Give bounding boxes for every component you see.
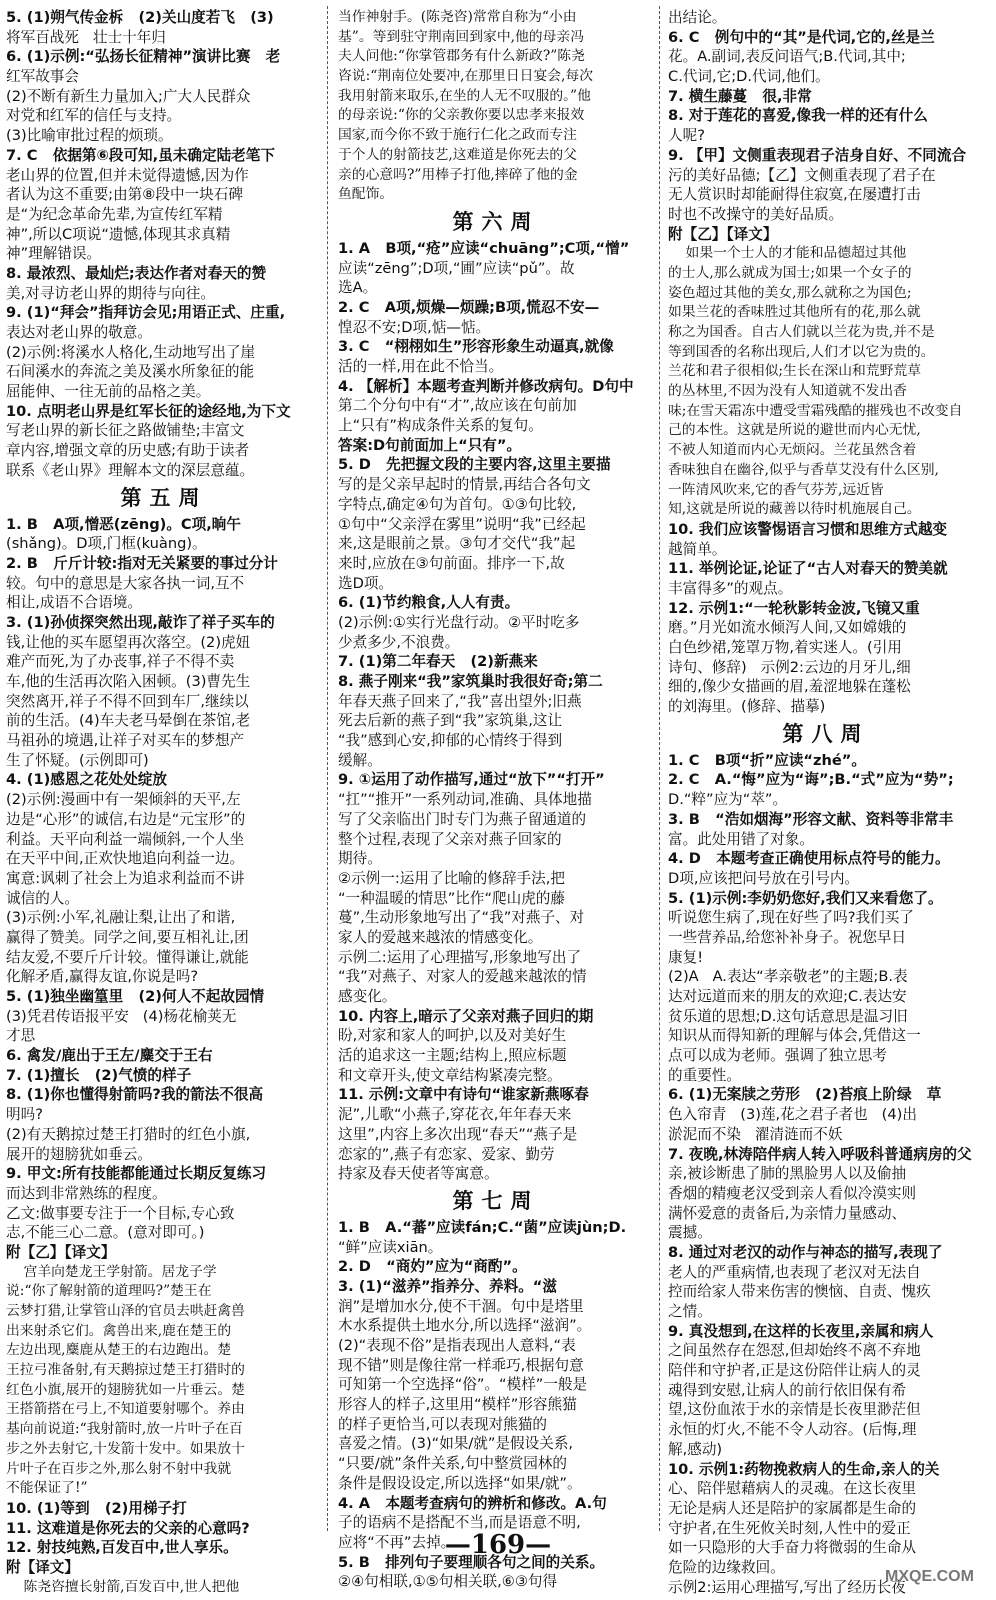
text-line: (3)凭君传语报平安 (4)杨花榆荚无 [6, 1007, 237, 1025]
text-line: “扛”“推开”一系列动词,准确、具体地描 [338, 791, 592, 809]
text-line: 称之为国香。自古人们就以兰花为贵,并不是 [668, 324, 935, 340]
text-line: 之间虽然存在怨怼,但却始终不离不弃地 [668, 1342, 921, 1360]
text-line: 和文章开头,使文章结构紧凑完整。 [338, 1066, 562, 1084]
text-line: 神”,所以C项说“遗憾,体现其求真精 [6, 225, 231, 243]
text-line: 我用射箭来取乐,在坐的人无不叹服的。”他 [338, 87, 591, 104]
text-line: 泥”,儿歌“小燕子,穿花衣,年年春天来 [338, 1106, 572, 1124]
week-heading: 第五周 [120, 484, 208, 510]
text-line: 心、陪伴慰藉病人的灵魂。在这长夜里 [668, 1480, 917, 1498]
text-line: 寓意:讽刺了社会上为追求利益而不讲 [6, 869, 245, 887]
text-line: 5. D 先把握文段的主要内容,这里主要描 [338, 456, 611, 474]
text-line: 危险的边缘救回。 [668, 1558, 785, 1576]
text-line: (3)比喻审批过程的烦琐。 [6, 127, 173, 145]
text-line: 5. (1)独坐幽篁里 (2)何人不起故园情 [6, 988, 265, 1005]
text-line: 而达到非常熟练的程度。 [6, 1184, 167, 1202]
text-line: 10. (1)等到 (2)用梯子打 [6, 1499, 187, 1517]
text-line: 不被人知道而内心无烦闷。兰花虽然含着 [668, 442, 917, 459]
text-line: 9. 甲文:所有技能都能通过长期反复练习 [6, 1165, 267, 1183]
text-line: 的士人,那么就成为国士;如果一个女子的 [668, 264, 912, 281]
text-line: 4. D 本题考查正确使用标点符号的能力。 [668, 850, 950, 868]
text-line: 的刘海里。(修辞、描摹) [668, 698, 826, 716]
text-line: 10. 内容上,暗示了父亲对燕子回归的期 [338, 1007, 594, 1025]
text-line: 控而给家人带来伤害的懊恼、自责、愧疚 [668, 1283, 931, 1301]
text-line: 细的,像少女描画的眉,羞涩地躲在蓬松 [668, 678, 911, 696]
text-line: 望,这份血浓于水的亲情是长夜里渺茫但 [668, 1401, 921, 1419]
text-line: 缓解。 [338, 751, 382, 769]
text-line: 知,这就是所说的藏善以待时机施展自己。 [668, 501, 921, 518]
text-line: 4. A 本题考查病句的辨析和修改。A.句 [338, 1494, 607, 1512]
text-line: 1. B A项,憎恶(zēng)。C项,晌午 [6, 515, 241, 533]
text-line: 鱼配饰。 [338, 186, 394, 203]
text-line: 8. 燕子刚来“我”家筑巢时我很好奇;第二 [338, 673, 603, 690]
text-line: 2. B 斤斤计较:指对无关紧要的事过分计 [6, 554, 278, 572]
text-line: 石间溪水的奔流之美及溪水所象征的能 [6, 363, 255, 381]
text-line: 10. 点明老山界是红军长征的途经地,为下文 [6, 402, 291, 420]
text-line: 示例2:运用心理描写,写出了经历长夜 [668, 1578, 906, 1596]
text-line: 答案:D句前面加上“只有”。 [338, 436, 522, 454]
text-line: 6. 禽发/鹿出于王左/麋交于王右 [6, 1047, 213, 1065]
text-line: 色入帘青 (3)莲,花之君子者也 (4)出 [668, 1106, 917, 1124]
text-line: 红色小旗,展开的翅膀犹如一片垂云。楚 [6, 1381, 245, 1398]
text-line: 4. (1)感恩之花处处绽放 [6, 771, 168, 789]
text-line: (2)示例:漫画中有一架倾斜的天平,左 [6, 791, 241, 809]
text-line: 基向前说道:“我射箭时,放一片叶子在百 [6, 1421, 243, 1438]
text-line: (2)不断有新生力量加入;广大人民群众 [6, 87, 251, 105]
text-line: 1. B A.“蕃”应读fán;C.“菌”应读jùn;D. [338, 1218, 627, 1236]
text-line: 马祖孙的境遇,让祥子对买车的梦想产 [6, 732, 245, 750]
text-line: 7. C 依据第⑥段可知,虽未确定陆老笔下 [6, 146, 275, 164]
text-line: 8. 通过对老汉的动作与神态的描写,表现了 [668, 1243, 943, 1261]
text-line: 2. C A.“悔”应为“诲”;B.“式”应为“势”; [668, 771, 954, 789]
text-line: C.代词,它;D.代词,他们。 [668, 68, 830, 86]
text-line: 应读“zēng”;D项,“圃”应读“pǔ”。故 [338, 259, 575, 277]
text-line: 12. 示例1:“一轮秋影转金波,飞镜又重 [668, 599, 920, 617]
text-line: 姿色超过其他的美女,那么就称之为国色; [668, 284, 912, 301]
text-line: “我”对燕子、对家人的爱越来越浓的情 [338, 968, 587, 986]
text-line: 上“只有”构成条件关系的复句。 [338, 417, 543, 435]
text-line: 10. 我们应该警惕语言习惯和思维方式越变 [668, 520, 948, 538]
text-line: 年春天燕子回来了,“我”喜出望外;旧燕 [338, 692, 582, 710]
text-line: 死去后新的燕子到“我”家筑巢,这让 [338, 712, 563, 730]
text-line: 红军故事会 [6, 68, 79, 86]
text-line: 美,对寻访老山界的期待与向往。 [6, 284, 215, 302]
text-line: 老人的严重病情,也表现了老汉对无法自 [668, 1263, 921, 1281]
translation-tag: 附【乙】【译文】 [6, 1243, 116, 1261]
text-line: 活的一样,用在此不恰当。 [338, 358, 504, 375]
text-line: 整个过程,表现了父亲对燕子回家的 [338, 830, 562, 848]
text-line: 的丛林里,不因为没有人知道就不发出香 [668, 383, 907, 400]
text-line: 7. 横生藤蔓 很,非常 [668, 87, 812, 105]
text-line: 6. (1)无案牍之劳形 (2)苔痕上阶绿 草 [668, 1086, 942, 1104]
text-line: 国家,而今你不致于施行仁化之政而专注 [338, 127, 577, 144]
text-line: 香烟的精瘦老汉受到亲人看似冷漠实则 [668, 1184, 917, 1202]
text-line: ①句中“父亲浮在雾里”说明“我”已经起 [338, 515, 586, 533]
text-line: 亲的心意吗?”用棒子打他,摔碎了他的金 [338, 166, 578, 183]
text-line: 丰富得多”的观点。 [668, 579, 793, 597]
text-line: 贫乐道的思想;D.这句话意思是温习旧 [668, 1007, 908, 1025]
text-line: 魂得到安慰,让病人的前行依旧保有希 [668, 1381, 907, 1399]
text-line: 越简单。 [668, 540, 727, 558]
text-line: 8. 最浓烈、最灿烂;表达作者对春天的赞 [6, 264, 267, 282]
text-line: 知识从而得知新的理解与体会,凭借这一 [668, 1027, 921, 1045]
text-line: 震撼。 [668, 1224, 712, 1242]
text-line: “一种温暖的情思”比作“爬山虎的藤 [338, 889, 565, 907]
text-line: ②④句相联,①⑤句相关联,⑥③句得 [338, 1573, 558, 1591]
text-line: 示例二:运用了心理描写,形象地写出了 [338, 948, 582, 966]
text-line: 8. 对于莲花的喜爱,像我一样的还有什么 [668, 107, 928, 125]
text-line: 3. (1)“滋养”指养分、养料。“滋 [338, 1277, 557, 1295]
text-line: 章内容,增强文章的历史感;有助于读者 [6, 442, 250, 460]
text-line: 乙文:做事要专注于一个目标,专心致 [6, 1204, 235, 1222]
text-line: 淤泥而不染 濯清涟而不妖 [668, 1125, 843, 1143]
text-line: 6. (1)节约粮食,人人有责。 [338, 594, 520, 612]
text-line: 6. C 例句中的“其”是代词,它的,丝是兰 [668, 28, 935, 46]
text-line: 无人赏识时却能耐得住寂寞,在屡遭打击 [668, 186, 921, 204]
text-line: 的母亲说:“你的父亲教你要以忠孝来报效 [338, 107, 585, 124]
text-line: 钱,让他的买车愿望再次落空。(2)虎妞 [6, 633, 251, 651]
text-line: 香味独自在幽谷,似乎与香草艾没有什么区别, [668, 461, 939, 478]
text-line: 王搭箭搭在弓上,不知道要射哪个。养由 [6, 1401, 245, 1418]
text-line: 人呢? [668, 127, 705, 145]
text-line: 明吗? [6, 1106, 43, 1124]
column-divider-2 [659, 6, 660, 1531]
text-line: 9. 【甲】文侧重表现君子洁身自好、不同流合 [668, 146, 967, 164]
text-line: D.“粹”应为“萃”。 [668, 791, 788, 809]
watermark-logo: MXQE.COM [885, 1568, 974, 1585]
text-line: 步之外去射它,十发箭十发中。如果放十 [6, 1440, 245, 1457]
text-line: 如果一个士人的才能和品德超过其他 [668, 245, 907, 262]
text-line: 边是“心形”的诚信,右边是“元宝形”的 [6, 810, 246, 828]
text-line: 9. 真没想到,在这样的长夜里,亲属和病人 [668, 1322, 934, 1340]
text-line: 达对远道而来的朋友的欢迎;C.表达安 [668, 988, 907, 1005]
text-line: 咨说:“荆南位处要冲,在那里日日宴会,每次 [338, 68, 594, 85]
text-line: 来时,应放在③句前面。排序一下,故 [338, 554, 565, 572]
text-line: 神”理解错误。 [6, 245, 102, 263]
text-line: 宫羊向楚龙王学射箭。居龙子学 [6, 1263, 217, 1280]
text-line: 惶忍不安;D项,惦—惦。 [338, 318, 491, 336]
text-line: 少煮多少,不浪费。 [338, 633, 460, 651]
text-line: 联系《老山界》理解本文的深层意蕴。 [6, 461, 255, 479]
text-line: 志,不能三心二意。(意对即可。) [6, 1224, 205, 1242]
text-line: 于个人的射箭技艺,这难道是你死去的父 [338, 146, 577, 163]
text-line: “只要/就”条件关系,句中整赏园林的 [338, 1455, 567, 1473]
text-line: 的重要性。 [668, 1066, 741, 1084]
text-line: (3)示例:小军,礼融让梨,让出了和谐, [6, 909, 236, 927]
translation-tag: 附【译文】 [6, 1558, 79, 1576]
text-line: 形容人的样子,这里用“模样”形容熊猫 [338, 1396, 577, 1414]
text-line: 5. B 排列句子要理顺各句之间的关系。 [338, 1553, 605, 1571]
text-line: 陈尧咨擅长射箭,百发百中,世人把他 [6, 1578, 240, 1595]
text-line: 味;在雪天霜冻中遭受雪霜残酷的摧残也不改变自 [668, 402, 963, 419]
text-line: 3. C “栩栩如生”形容形象生动逼真,就像 [338, 338, 614, 356]
text-line: 选D项。 [338, 574, 394, 592]
text-line: 己的本性。这就是所说的避世而内心无忧, [668, 422, 921, 439]
text-line: 老山界的位置,但并未觉得遗憾,因为作 [6, 166, 249, 184]
text-line: 恋家的”,燕子有恋家、爱家、勤劳 [338, 1145, 555, 1163]
text-line: 结友爱,不要斤斤计较。懂得谦让,就能 [6, 948, 249, 966]
week-heading: 第七周 [452, 1187, 540, 1213]
text-line: 9. (1)“拜会”指拜访会见;用语正式、庄重, [6, 304, 286, 322]
text-line: 当作神射手。(陈尧咨)常常自称为“小由 [338, 9, 577, 25]
text-line: 车,他的生活再次陷入困顿。(3)曹先生 [6, 673, 251, 690]
text-line: 化解矛盾,赢得友谊,你说是吗? [6, 968, 199, 986]
text-line: 5. (1)朔气传金柝 (2)关山度若飞 (3) [6, 9, 274, 26]
text-line: 7. 夜晚,林涛陪伴病人转入呼吸科普通病房的父 [668, 1145, 972, 1163]
text-line: (shǎng)。D项,门框(kuàng)。 [6, 535, 207, 553]
text-line: D项,应该把问号放在引号内。 [668, 869, 860, 887]
text-line: 应将“不再”去掉。 [338, 1533, 456, 1551]
text-line: 展开的翅膀犹如垂云。 [6, 1145, 152, 1163]
text-line: “鲜”应读xiān。 [338, 1238, 443, 1256]
text-line: 3. (1)孙侦探突然出现,敲诈了祥子买车的 [6, 613, 275, 631]
text-line: 活的追求这一主题;结构上,照应标题 [338, 1047, 567, 1065]
translation-tag: 附【乙】【译文】 [668, 225, 778, 243]
text-line: 相让,成语不合语境。 [6, 594, 142, 612]
text-line: 现不错”则是像往常一样乖巧,根据句意 [338, 1356, 584, 1374]
text-line: 11. 示例:文章中有诗句“谁家新燕啄春 [338, 1086, 589, 1104]
text-line: 3. B “浩如烟海”形容文献、资料等非常丰 [668, 810, 954, 828]
text-line: 7. (1)第二年春天 (2)新燕来 [338, 653, 538, 671]
text-line: (2)“表现不俗”是指表现出人意料,“表 [338, 1337, 576, 1354]
text-line: 对党和红军的信任与支持。 [6, 107, 182, 125]
text-line: 云梦打猎,让掌管山泽的官员去哄赶禽兽 [6, 1303, 245, 1319]
answer-column-1 [6, 8, 322, 1597]
text-line: 污的美好品德;【乙】文侧重表现了君子在 [668, 166, 936, 184]
text-line: 一些营养品,给您补补身子。祝您早日 [668, 928, 907, 946]
text-line: 陪伴和守护者,正是这份陪伴让病人的灵 [668, 1362, 921, 1380]
text-line: 期待。 [338, 850, 382, 868]
text-line: 写了父亲临出门时专门为燕子留通道的 [338, 810, 587, 828]
text-line: 1. C B项“折”应读“zhé”。 [668, 751, 866, 769]
text-line: 在天平中间,正欢快地追向利益一边。 [6, 850, 245, 868]
text-line: 字特点,确定④句为首句。①③句比较, [338, 495, 577, 513]
text-line: 解,感动) [668, 1440, 723, 1458]
text-line: 难产而死,为了办丧事,祥子不得不卖 [6, 653, 235, 671]
text-line: 康复! [668, 948, 704, 966]
text-line: 10. 示例1:药物挽救病人的生命,亲人的关 [668, 1460, 940, 1478]
text-line: 白色纱裙,笼罩万物,着实迷人。(引用 [668, 639, 902, 656]
text-line: 来,这是眼前之景。③句才交代“我”起 [338, 535, 576, 553]
text-line: 如果兰花的香味胜过其他所有的花,那么就 [668, 304, 921, 321]
text-line: 润”是增加水分,使不干涸。句中是塔里 [338, 1297, 584, 1315]
text-line: 一阵清风吹来,它的香气芬芳,远近皆 [668, 481, 884, 498]
text-line: 左边出现,麋鹿从楚王的右边跑出。楚 [6, 1342, 232, 1359]
text-line: 这里”,内容上多次出现“春天”“燕子是 [338, 1125, 578, 1143]
text-line: 王拉弓准备射,有天鹅掠过楚王打猎时的 [6, 1362, 245, 1379]
text-line: 条件是假设设定,所以选择“如果/就”。 [338, 1474, 582, 1492]
column-divider-1 [327, 6, 328, 1531]
text-line: 蔓”,生动形象地写出了“我”对燕子、对 [338, 909, 585, 927]
text-line: 等到国香的名称出现后,人们才以它为贵的。 [668, 343, 935, 360]
answer-column-3 [668, 8, 984, 1597]
text-line: 9. ①运用了动作描写,通过“放下”“打开” [338, 771, 605, 789]
text-line: 持家及春天使者等寓意。 [338, 1165, 499, 1183]
text-line: 2. C A项,烦燥—烦躁;B项,慌忍不安— [338, 298, 600, 316]
text-line: (2)A A.表达“孝亲敬老”的主题;B.表 [668, 968, 908, 986]
text-line: 2. D “商妁”应为“商酌”。 [338, 1258, 527, 1276]
text-line: 家人的爱越来越浓的情感变化。 [338, 928, 543, 946]
text-line: 选A。 [338, 279, 378, 297]
text-line: 诗句、修辞) 示例2:云边的月牙儿,细 [668, 658, 911, 676]
page-number: —169— [444, 1530, 552, 1560]
text-line: 屈能伸、一往无前的品格之美。 [6, 383, 211, 401]
text-line: 11. 这难道是你死去的父亲的心意吗? [6, 1519, 250, 1537]
text-line: 磨。”月光如流水倾泻人间,又如嫦娥的 [668, 619, 907, 637]
text-line: 写老山界的新长征之路做铺垫;丰富文 [6, 422, 245, 440]
text-line: 1. A B项,“疮”应读“chuāng”;C项,“憎” [338, 239, 630, 257]
text-line: “我”感到心安,抑郁的心情终于得到 [338, 732, 563, 750]
text-line: 出来射杀它们。禽兽出来,鹿在楚王的 [6, 1322, 232, 1339]
text-line: 生了怀疑。(示例即可) [6, 751, 149, 769]
text-line: 8. (1)你也懂得射箭吗?我的箭法不很高 [6, 1086, 264, 1104]
text-line: 永恒的灯火,不能不令人动容。(后悔,理 [668, 1421, 917, 1439]
text-line: 6. (1)示例:“弘扬长征精神”演讲比赛 老 [6, 48, 281, 66]
text-line: 之情。 [668, 1303, 712, 1320]
text-line: 将军百战死 壮士十年归 [6, 28, 166, 46]
text-line: 写的是父亲早起时的情景,再结合各句文 [338, 476, 591, 494]
text-line: 无论是病人还是陪护的家属都是生命的 [668, 1499, 917, 1517]
text-line: 诚信的人。 [6, 889, 79, 907]
text-line: 11. 举例论证,论证了“古人对春天的赞美就 [668, 560, 948, 578]
text-line: 亲,被诊断患了肺的黑脸男人以及偷抽 [668, 1165, 907, 1183]
text-line: 基”。等到驻守荆南回到家中,他的母亲冯 [338, 28, 584, 45]
week-heading: 第六周 [452, 208, 540, 234]
text-line: 12. 射技纯熟,百发百中,世人享乐。 [6, 1539, 238, 1557]
text-line: 7. (1)擅长 (2)气愤的样子 [6, 1066, 192, 1084]
text-line: 5. (1)示例:李奶奶您好,我们又来看您了。 [668, 889, 943, 907]
text-line: (2)示例:①实行光盘行动。②平时吃多 [338, 613, 580, 631]
text-line: 喜爱之情。(3)“如果/就”是假设关系, [338, 1435, 574, 1453]
text-line: 富。此处用错了对象。 [668, 830, 814, 848]
answer-column-2 [338, 8, 654, 1592]
text-line: 子的语病不是搭配不当,而是语意不明, [338, 1514, 581, 1532]
text-line: (2)有天鹅掠过楚王打猎时的红色小旗, [6, 1125, 251, 1143]
text-line: 花。A.副词,表反问语气;B.代词,其中; [668, 48, 906, 66]
text-line: (2)示例:将溪水人格化,生动地写出了崖 [6, 343, 256, 361]
text-line: 者认为这不重要;由第⑧段中一块石碑 [6, 186, 243, 204]
text-line: 是“为纪念革命先辈,为宣传红军精 [6, 205, 223, 223]
week-heading: 第八周 [782, 720, 870, 746]
text-line: 盼,对家和家人的呵护,以及对美好生 [338, 1027, 567, 1045]
text-line: 赢得了赞美。同学之间,要互相礼让,团 [6, 928, 249, 946]
text-line: 片叶子在百步之外,那么射不射中我就 [6, 1460, 232, 1477]
text-line: 利益。天平向利益一端倾斜,一个人坐 [6, 830, 245, 848]
text-line: 前的生活。(4)车夫老马晕倒在茶馆,老 [6, 712, 251, 730]
text-line: 突然离开,祥子不得不回到车厂,继续以 [6, 692, 249, 710]
text-line: 出结论。 [668, 9, 727, 26]
text-line: 感变化。 [338, 988, 397, 1005]
text-line: 第二个分句中有“才”,故应该在句前加 [338, 397, 577, 415]
text-line: 的样子更恰当,可以表现对熊猫的 [338, 1415, 547, 1433]
text-line: ②示例一:运用了比喻的修辞手法,把 [338, 869, 565, 887]
text-line: 如一只隐形的大手奋力将微弱的生命从 [668, 1539, 917, 1557]
text-line: 较。句中的意思是大家各执一词,互不 [6, 574, 245, 592]
text-line: 说:“你了解射箭的道理吗?”楚王在 [6, 1283, 212, 1300]
text-line: 夫人问他:“你掌管郡务有什么新政?”陈尧 [338, 48, 585, 65]
text-line: 守护者,在生死攸关时刻,人性中的爱正 [668, 1519, 911, 1537]
text-line: 听说您生病了,现在好些了吗?我们买了 [668, 909, 914, 927]
text-line: 表达对老山界的敬意。 [6, 324, 152, 341]
text-line: 时也不改操守的美好品质。 [668, 205, 844, 223]
text-line: 点可以成为老师。强调了独立思考 [668, 1047, 887, 1065]
text-line: 4. 【解析】本题考查判断并修改病句。D句中 [338, 377, 634, 395]
text-line: 满怀爱意的责备后,为亲情力量感动、 [668, 1204, 907, 1222]
text-line: 才思 [6, 1027, 36, 1045]
text-line: 不能保证了!” [6, 1480, 88, 1497]
text-line: 可知第一个空选择“俗”。“模样”一般是 [338, 1376, 588, 1394]
text-line: 木水系提供土地水分,所以选择“滋润”。 [338, 1317, 592, 1335]
text-line: 兰花和君子很相似;生长在深山和荒野荒草 [668, 363, 921, 380]
